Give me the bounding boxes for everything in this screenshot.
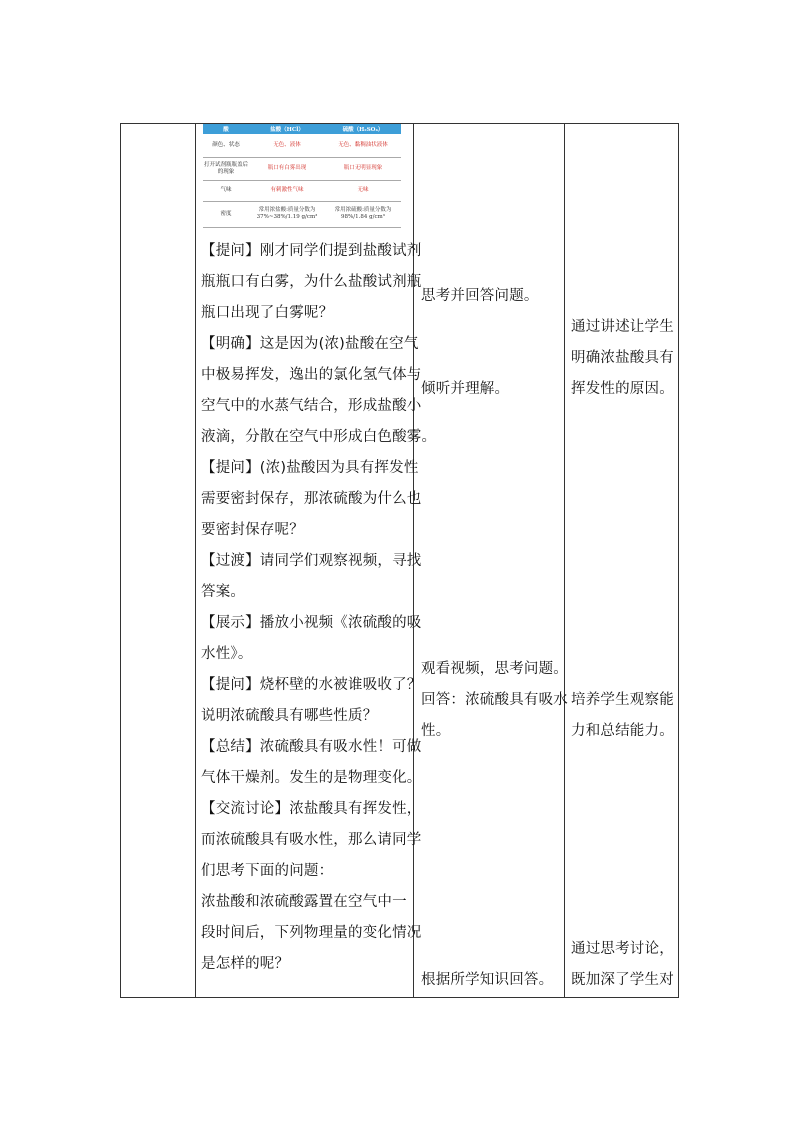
header-acid: 酸 [203,124,249,134]
teacher-line: 们思考下面的问题： [201,863,334,879]
design-intent-line: 明确浓盐酸具有 [571,350,674,366]
teacher-line: 浓盐酸和浓硫酸露置在空气中一 [201,894,407,910]
student-activity: 观看视频，思考问题。 [421,661,568,677]
teacher-line: 【明确】这是因为(浓)盐酸在空气 [201,336,419,352]
column-border-4 [564,123,565,998]
acid-comparison-table [203,124,401,228]
student-activity: 性。 [421,723,451,739]
comparison-row [203,180,401,201]
teacher-line: 气体干燥剂。发生的是物理变化。 [201,770,422,786]
header-h2so4: 硫酸（H₂SO₄） [325,124,401,134]
teacher-line: 需要密封保存，那浓硫酸为什么也 [201,491,422,507]
design-intent-line: 通过讲述让学生 [571,319,674,335]
teacher-line: 【提问】刚才同学们提到盐酸试剂 [201,243,422,259]
design-intent-line: 通过思考讨论， [571,941,674,957]
hcl-value: 瓶口有白雾出现 [249,157,325,180]
row-label: 颜色、状态 [203,134,249,157]
h2so4-value: 无色、黏稠油状液体 [325,134,401,157]
teacher-line: 水性》。 [201,646,253,662]
teacher-line: 瓶口出现了白雾呢？ [201,305,334,321]
design-intent-line: 培养学生观察能 [571,692,674,708]
h2so4-value: 常用浓硫酸:质量分数为98%/1.84 g/cm³ [325,201,401,227]
teacher-line: 要密封保存呢？ [201,522,304,538]
student-activity: 回答：浓硫酸具有吸水 [421,692,568,708]
teacher-line: 【展示】播放小视频《浓硫酸的吸 [201,615,422,631]
table-bottom-border [120,997,679,998]
column-border-2 [195,123,196,998]
teacher-line: 是怎样的呢？ [201,956,290,972]
teacher-line: 液滴，分散在空气中形成白色酸雾。 [201,429,437,445]
row-label: 密度 [203,201,249,227]
student-activity: 根据所学知识回答。 [421,972,554,988]
column-border-1 [120,123,121,998]
teacher-line: 【提问】(浓)盐酸因为具有挥发性 [201,460,419,476]
teacher-line: 说明浓硫酸具有哪些性质？ [201,708,378,724]
teacher-line: 中极易挥发，逸出的氯化氢气体与 [201,367,422,383]
teacher-line: 【交流讨论】浓盐酸具有挥发性， [201,801,422,817]
h2so4-value: 无味 [325,180,401,201]
teacher-line: 瓶瓶口有白雾，为什么盐酸试剂瓶 [201,274,422,290]
hcl-value: 有刺激性气味 [249,180,325,201]
column-border-5 [678,123,679,998]
teacher-line: 空气中的水蒸气结合，形成盐酸小 [201,398,422,414]
student-activity: 倾听并理解。 [421,381,510,397]
student-activity: 思考并回答问题。 [421,288,539,304]
comparison-row [203,134,401,157]
h2so4-value: 瓶口无明显现象 [325,157,401,180]
design-intent-line: 既加深了学生对 [571,972,674,988]
hcl-value: 常用浓盐酸:质量分数为37%~38%/1.19 g/cm³ [249,201,325,227]
design-intent-line: 力和总结能力。 [571,723,674,739]
design-intent-line: 挥发性的原因。 [571,381,674,397]
teacher-line: 段时间后，下列物理量的变化情况 [201,925,422,941]
comparison-row [203,157,401,180]
teacher-line: 【提问】烧杯壁的水被谁吸收了？ [201,677,422,693]
row-label: 气味 [203,180,249,201]
comparison-header-row [203,124,401,134]
row-label: 打开试剂瓶瓶盖后的现象 [203,157,249,180]
teacher-line: 【过渡】请同学们观察视频，寻找 [201,553,422,569]
hcl-value: 无色、液体 [249,134,325,157]
header-hcl: 盐酸（HCl） [249,124,325,134]
teacher-line: 而浓硫酸具有吸水性，那么请同学 [201,832,422,848]
comparison-row [203,201,401,227]
teacher-line: 答案。 [201,584,246,600]
teacher-line: 【总结】浓硫酸具有吸水性！可做 [201,739,422,755]
